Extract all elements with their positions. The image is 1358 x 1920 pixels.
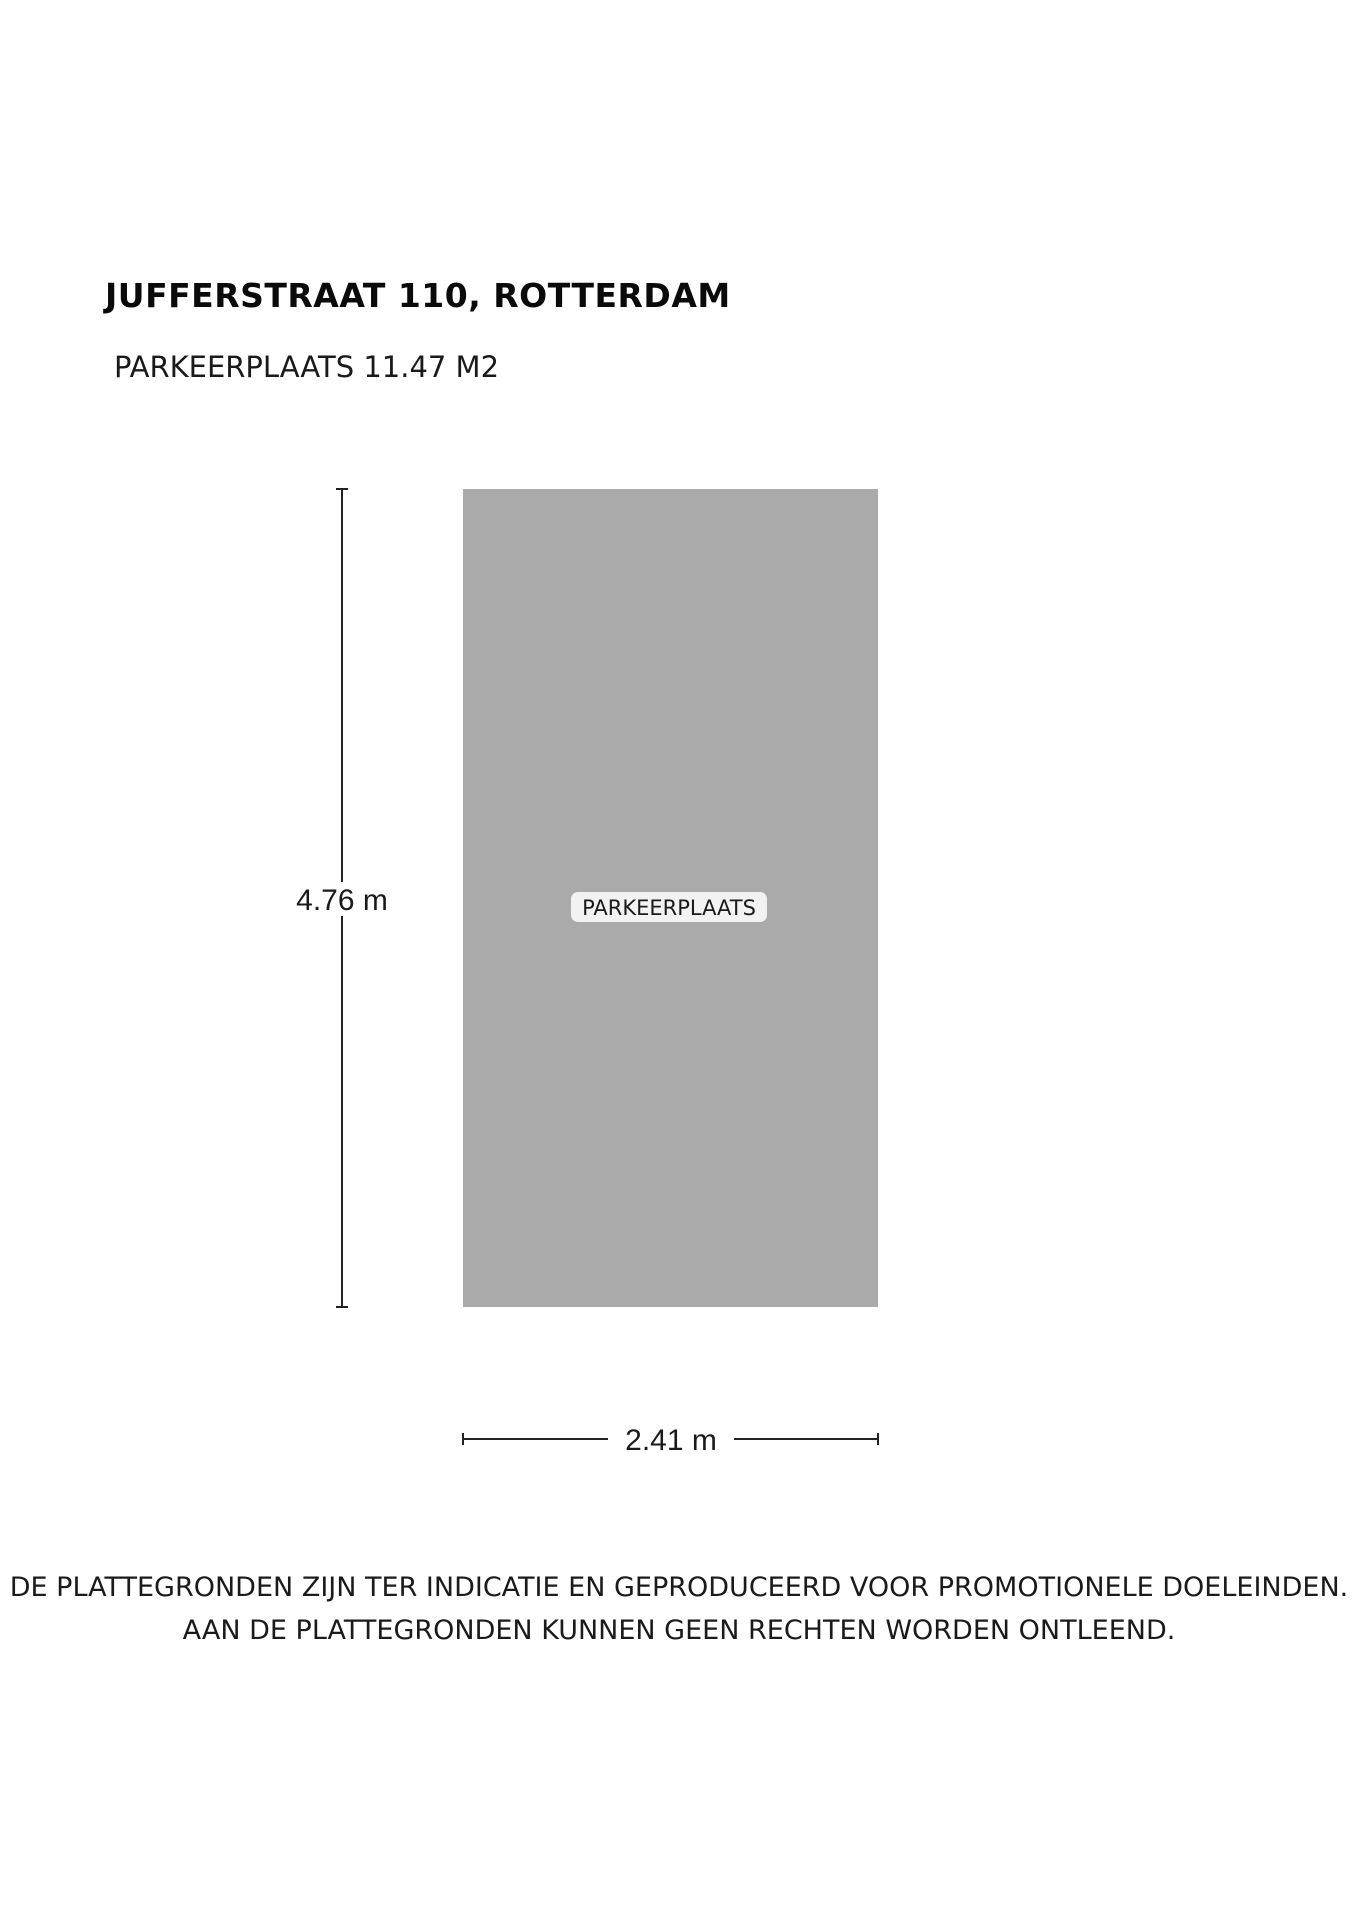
room-label: PARKEERPLAATS [582, 896, 756, 920]
page-title: JUFFERSTRAAT 110, ROTTERDAM [105, 276, 731, 315]
disclaimer-line-1: DE PLATTEGRONDEN ZIJN TER INDICATIE EN GEPRODUCEERD VOOR PROMOTIONELE DOELEINDEN. [9, 1572, 1349, 1603]
height-dimension [296, 489, 388, 1307]
disclaimer [0, 1566, 1358, 1652]
width-dimension-label: 2.41 m [625, 1424, 717, 1457]
height-dimension-label: 4.76 m [296, 884, 388, 917]
disclaimer-line-2: AAN DE PLATTEGRONDEN KUNNEN GEEN RECHTEN WORDEN ONTLEEND. [182, 1615, 1176, 1646]
area-summary: PARKEERPLAATS 11.47 M2 [114, 350, 500, 384]
width-dimension [463, 1424, 878, 1457]
